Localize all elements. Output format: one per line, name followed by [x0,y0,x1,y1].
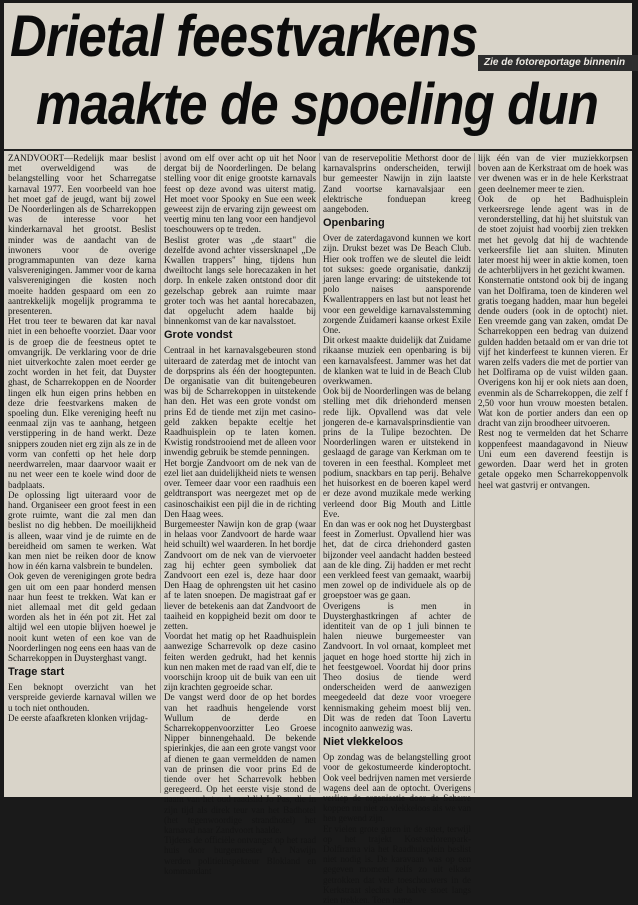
column-separator [474,153,475,793]
paragraph: Ook bij de Noorderlingen was de belang stelling met dik driehonderd mensen rede lijk. Opvallend was dat vele jongeren de-e karnavalsprinsdientie van prins de la Tulipe bezochten. De Noorderlingen waren er uitstekend in geslaagd de garage van Kerkman om te toveren in een feesthal. Kompleet met podium, snackbars en tap perij. Behalve het huisorkest en de boeren kapel werd er deze avond muzikale mede werking verleend door Big Mouth and Little Eve. [323,386,471,519]
headline-line-1: Drietal feestvarkens [10,4,478,69]
section-heading: Grote vondst [164,329,233,342]
paragraph: Ook de op het Badhuisplein verkeersrege lende agent was in de veronderstelling, dat hij het sluitstuk van de stoet zojuist had voorbij zien trekken met het gevolg dat hij de wachtende verkeersfile liet aan sluiten. Minuten later moest hij weer in aktie komen, toen de achterblijvers in het gezicht kwamen. [478,193,628,276]
photo-reportage-kicker: Zie de fotoreportage binnenin [478,55,638,71]
paragraph: En dan was er ook nog het Duystergbast feest in Zomerlust. Opvallend hier was het, dat de circa driehonderd gasten bijzonder veel aandacht hadden besteed aan de kle ding. Zij hadden er met recht een verkleed feest van gemaakt, waarbij men zowel op de individuele als op de groepstoer was ge gaan. [323,518,471,601]
paragraph: Het trou teer te bewaren dat kar naval niet in een behoefte voorziet. Daar voor is de groep die de feestneus optet te omvangrijk. De verklaring voor de drie niet uitverkochte zalen moet eerder ge zocht worden in het feit, dat Duyster ghast, de Scharrekoppen en de Noorder lingen elk hun eigen prins hebben en deze drie feestvarkens maken de spoeling dun. Elke vereniging heeft nu eenmaal zijn vas te aanhang, hetgeen verstippering in de hand werkt. Deze snippers zouden niet erg zijn als ze in de vorm van confetti op het hele dorp neerdwarrelen, maar daarvoor waait er nu net weer een te koele wind door de badplaats. [8,316,156,490]
headline-line-2: maakte de spoeling dun [36,72,599,137]
paragraph: avond om elf over acht op uit het Noor dergat bij de Noorderlingen. De belang stelling voor dit enige grootste karnavals feest op deze avond was uiterst matig. Het moet voor Spooky en Sue een week geweest zijn de ervaring zijn geweest om veertig minu ten lang voor een handjevol toeschouwers op te treden. [164,153,316,235]
paragraph: lijk één van de vier muziekkorpsen boven aan de Kerkstraat om de hoek was ver dwenen was er in de hele Kerkstraat geen deelnemer meer te zien. [478,153,628,194]
article-column-4 [478,153,628,793]
newspaper-clipping [4,3,632,905]
paragraph: Dit orkest maakte duidelijk dat Zuidame rikaanse muziek een openbaring is bij een karnavalsfeest. Jammer was het dat de klanken wat te luid in de Beach Club overkwamen. [323,335,471,387]
paragraph: Centraal in het karnavalsgebeuren stond uiteraard de zaterdag met de intocht van de dorpsprins als één der hoogtepunten. De organisatie van dit buitengebeuren was bij de Scharrekoppen in uitstekende han den. Het was een grote vondst om prins Ed de tiende met zijn met casino-geld zakken bepakte eceltje het Raadhuisplein op te laten komen. Kwistig rondstrooiend met de alleen voor inwendig gebruik be stemde penningen. [164,345,316,458]
paragraph: De vangst werd door de op het bordes van het raadhuis hengelende vorst Wullum de derde en Scharrekoppenvoorzitter Leo Groese Nipper binnengehaald. De bekende spierinkjes, die aan een grote vangst voor af dienen te gaan vermeldden de namen van de prinsen die voor prins Ed de tiende over het Scharrevolk hebben geregeerd. Op het eerste visje stond de naam van het oud raadslid Jo Pas, die in zijn tijd als direk teur van het Badhotel (het tegenwoordige strandhotel) het karnaval naar Zandvoort haalde. [164,692,316,835]
paragraph: De eerste afaafkreten klonken vrijdag- [8,712,148,723]
paragraph: Voordat het matig op het Raadhuisplein aanwezige Scharrevolk op deze casino feiten werden gedrukt, had het kennis kun nen maken met de raad van elf, die te voorschijn kroop uit de buik van een uit zijn krachten gegroeide schar. [164,631,317,693]
paragraph: van de reservepolitie Methorst door de karnavalsprins onderscheiden, terwijl bur gemeester Nawijn in zijn laatste Zand voortse karnavalsjaar een elektrische fonduepan kreeg aangeboden. [323,153,471,215]
paragraph: Over de zaterdagavond kunnen we kort zijn. Drukst bezet was De Beach Club. Hier ook troffen we de sleutel die leidt tot sukses: goede organisatie, dankzij jaren lange ervaring: de uitstekende tot polo naises aansporende Kwallentrappers en last but not least het voor een geweldige karnavalsstemming zorgende Zuidameri kaanse orkest Exile One. [323,233,471,336]
paragraph: Het borgje Zandvoort om de nek van de ezel liet aan duidelijkheid niets te wensen over. Temeer daar voor een raadhuis een geldtransport was neergezet met op de casinoschaikist een pijl die in de richting Den Haag wees. [164,457,316,519]
paragraph: Tijdens de officiële ontvangst op het raad huis door burgemeester A. Nawijn werden politieinspekteur Blokland en kommandant [164,835,316,876]
paragraph: Beslist groter was „de staart" die dezelfde avond achter vissersknapel „De Kwallen trappers" hing, tijdens hun dweiltocht langs sele horecazaken in het dorp. In enkele zaken ontstond door dit gezelschap gebrek aan ruimte maar groter toch was het aantal horecabazen, dat opgelucht adem haalde bij binnenkomst van de kar navalsstoet. [164,234,316,327]
paragraph: Rest nog te vermelden dat het Scharre koppenfeest maandagavond in Nieuw Uni eum een daverend feestijn is geworden. Daar werd het in groten getale opgeko men Scharrekoppenvolk heel wat gastvrij er ontvangen. [478,428,628,490]
paragraph: Ook geven de verenigingen grote bedra gen uit om een paar honderd mensen naar hun feest te trekken. Wat kan er niet allemaal met dit geld gedaan worden als het in één pot zit. Het zal altijd wel een utopie blijven hoewel je nooit kunt weten of een koe van de Noorderlingen nog eens een haas van de Scharrekoppen in Duysterghast vangt. [8,571,156,663]
section-heading: Niet vlekkeloos [323,736,404,749]
paragraph: De oplossing ligt uiteraard voor de hand. Organiseer een groot feest in een grote ruimte, want die zal men dan beslist no dig hebben. De moeilijkheid is alleen, waar vind je de ruimte en de bereidheid om samen te werken. Wat kan men niet be reiken door de know how in één karna valsbrein te bundelen. [8,489,156,572]
section-heading: Openbaring [323,217,385,230]
headline-rule [4,149,632,151]
paragraph: ZANDVOORT—Redelijk maar beslist met overweldigend was de belangstelling voor het Scharregatse karnaval 1977. Een voorbeeld van hoe het moet gaf de jeugd, want bij zowel De Noorderlingen als de Scharrekoppen was de interesse voor het kinderkarnaval het grootst. Beslist minder was de aandacht van de inwoners voor de overige programmapunten van deze karna valsverenigingen. Jammer voor de karna valsverenigingen die kosten noch moeite hadden gespaard om een zo aantrekkelijk mogelijk programma te presenteren. [8,153,156,317]
paragraph: Een beknopt overzicht van het verspreide gevierde karnaval willen we u toch niet onthouden. [8,682,156,713]
section-heading: Trage start [8,666,65,679]
column-separator [319,153,320,793]
paragraph: Konsternatie ontstond ook bij de ingang van het Dolfirama, toen de kinderen wel gratis toegang hadden, maar hun begelei dende ouders (ook in de optocht) niet. Een vreemde gang van zaken, omdat De Scharrekoppen een bedrag van duizend gulden hadden betaald om er van drie tot vijf het kinderfeest te kunnen vieren. Er waren zelfs vaders die met de portier van het Dolfirama op de vuist wilden gaan. Overigens kon hij er ook niets aan doen, evenmin als de Scharrekoppen, die zelf f 2,50 voor hun vrouw moesten betalen. Wat kon de portier anders dan een op dracht van zijn broodheer uitvoeren. [478,275,628,429]
column-separator [160,153,161,793]
article-column-1 [8,153,156,793]
article-column-2 [164,153,317,876]
paragraph: Burgemeester Nawijn kon de grap (waar in helaas voor Zandvoort de harde waar heid schuilt) wel waarderen. In het bordje Zandvoort om de nek van de viervoeter zag hij echter geen symboliek dat Zandvoort een ezel is, deze haar door Den Haag de ophrengsten uit het casino af te laten snoepen. De magistraat gaf er liever de betekenis aan dat Zandvoort de taaiheid en koppigheid bezit om door te zetten. [164,518,316,631]
article-column-3 [323,153,471,905]
paragraph: Overigens is men in Duysterghastkringen af achter de identiteit van de op 1 juli binnen te halen nieuwe burgemeester van Zandvoort. In vol ornaat, kompleet met jaquet en hoge hoed stortte hij zich in het feestgewoel. Voordat hij door prins Theo dosius de tiende werd onderscheiden werd de aanwezigen meegedeeld dat deze voor vroegere kennismaking geheim moest blij ven. Dit was de reden dat Toon Lavertu incognito aanwezig was. [323,600,471,733]
paragraph: Op zondag was de belangstelling groot voor de gekostumeerde kinderoptocht. Ook veel bedrijven namen met versierde wagens deel aan de optocht. Overigens verliep de organisatie door de Scharre koppen nu niet zo vlekkeloos als we van hen gewend zijn. [323,752,471,824]
paragraph: Er vielen grote gaten in de stoet, terwijl op het trajekt Kostverlorenpark-Dolfirama via het Raadhuisplein beslist niet nodig is. De karavaan was op een gegeven moment zelfs zo uit elkaar getrokken dat vele toeschouwers in de Kerkstraat slechts de halve stoet langs zien trekken. Toen name [323,823,471,905]
